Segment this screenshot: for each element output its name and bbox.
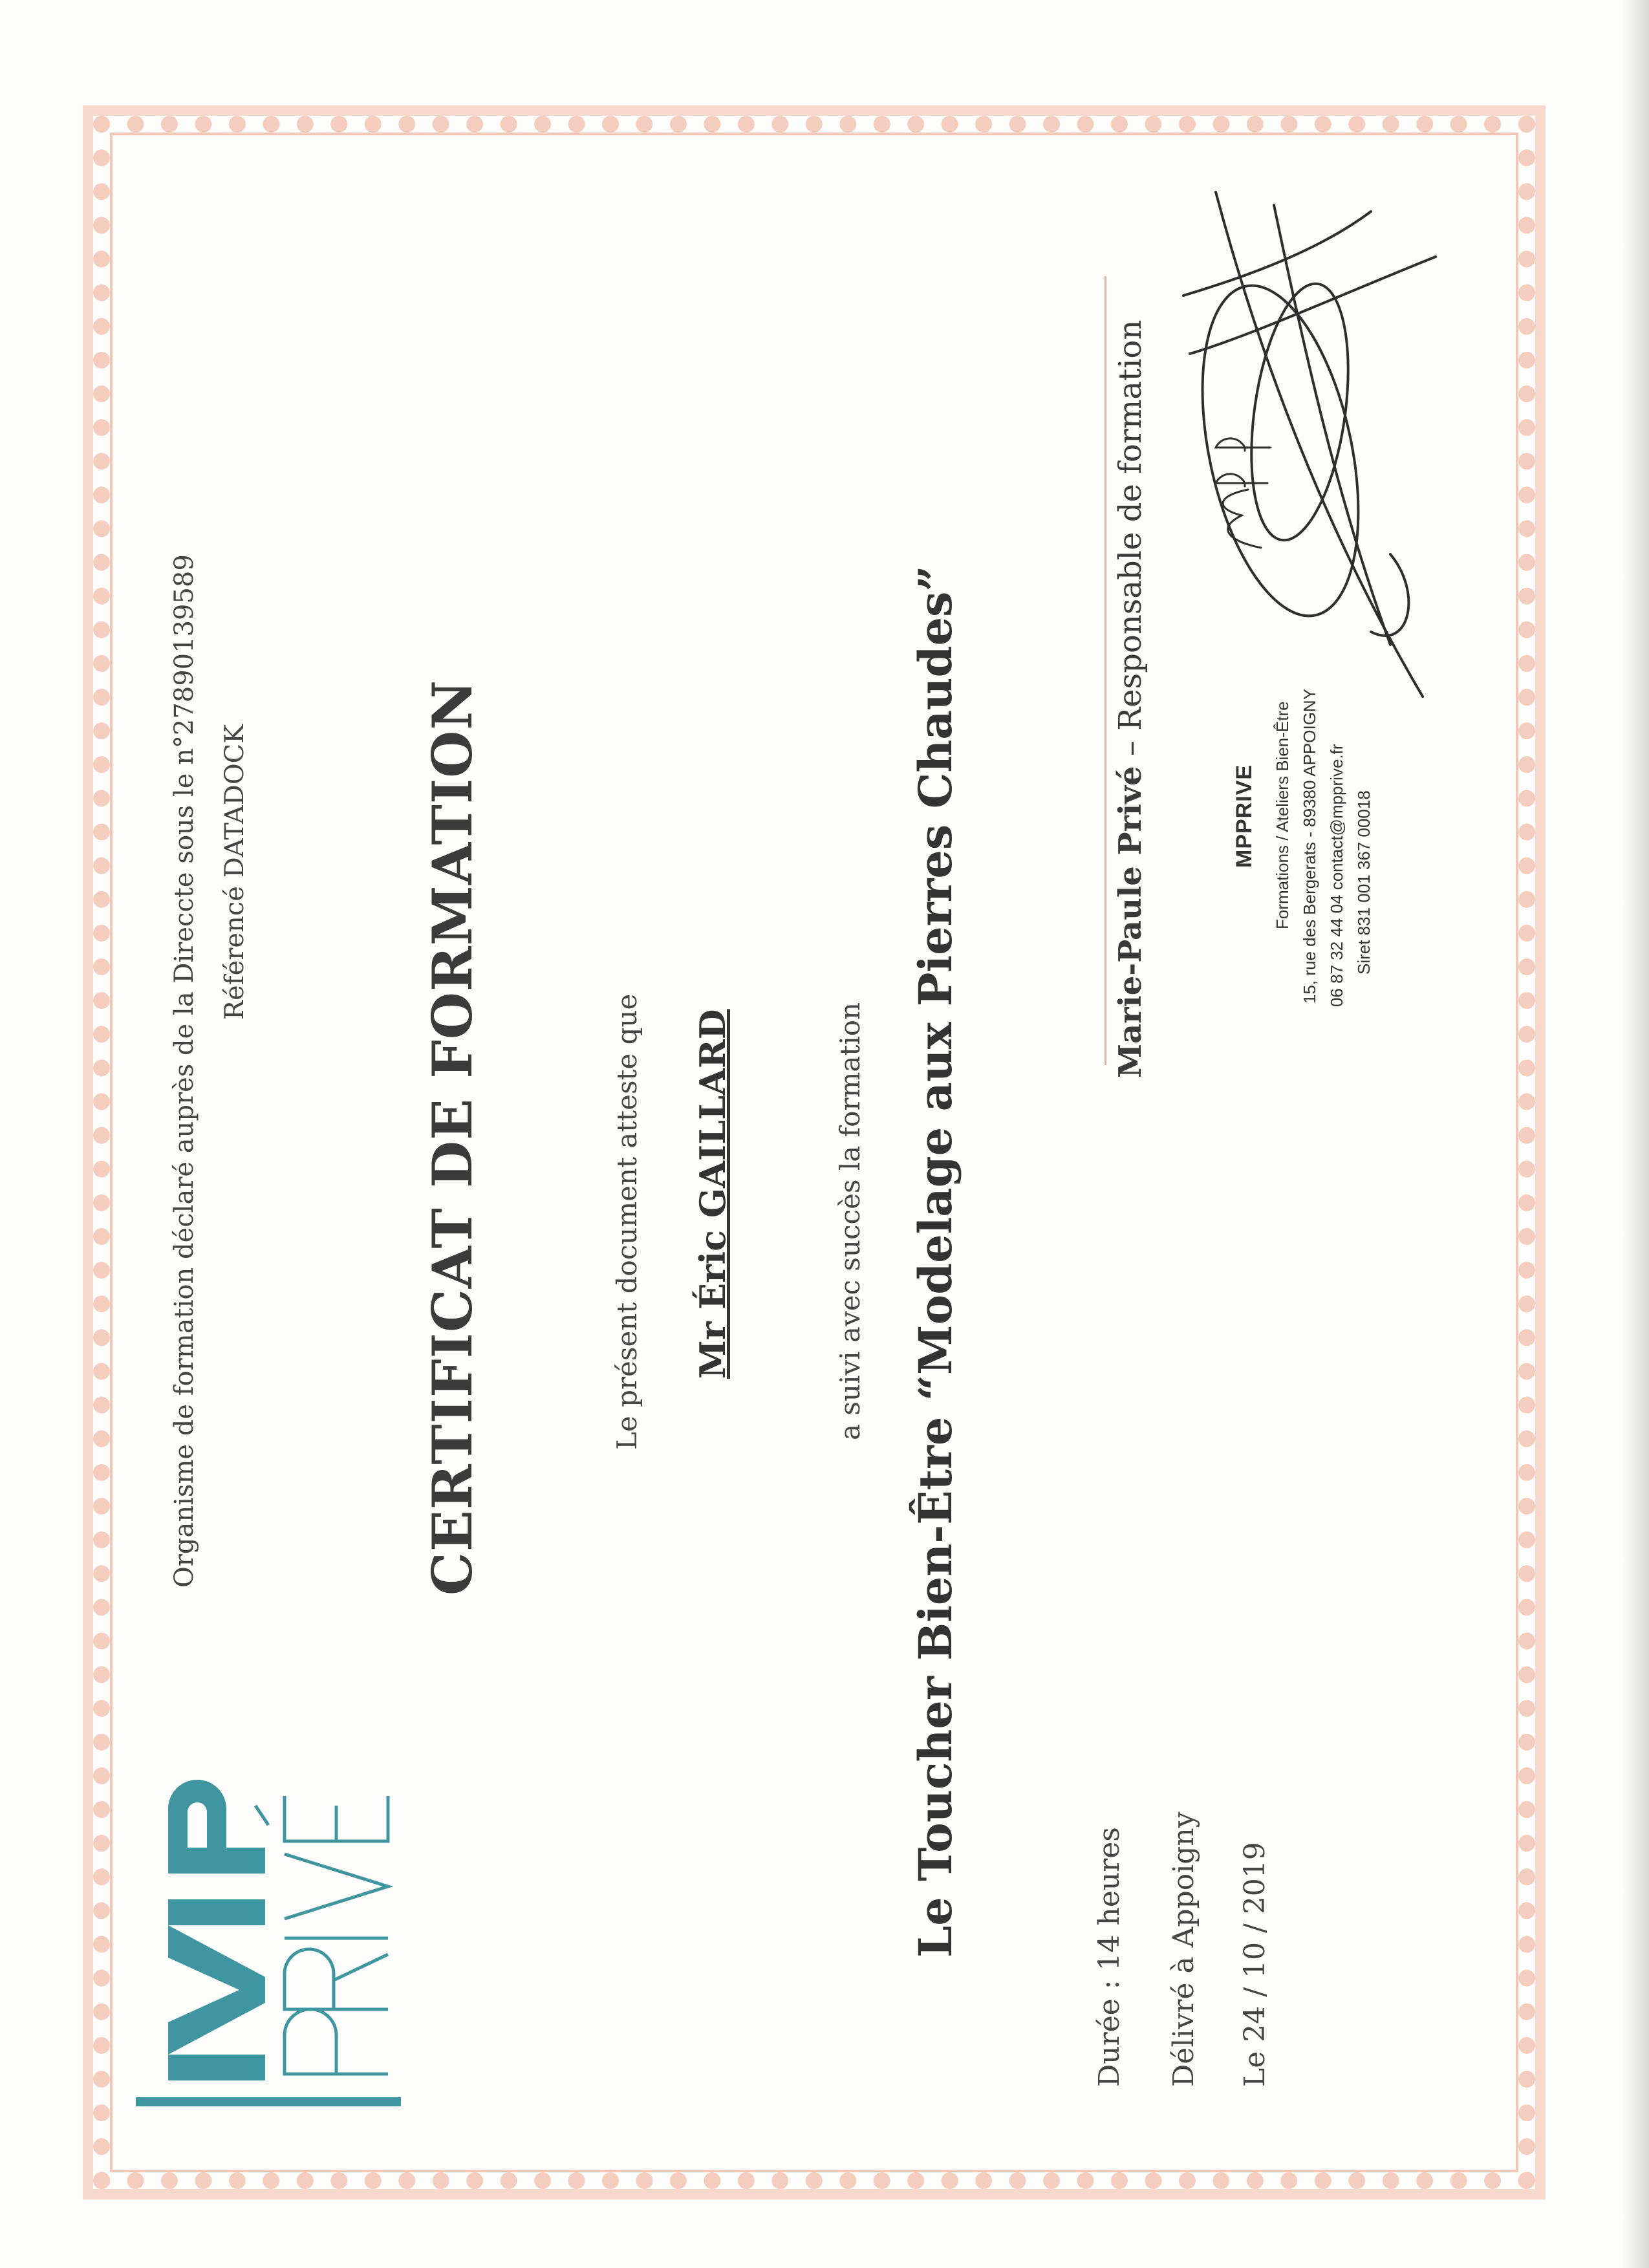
signature-rule — [1105, 276, 1106, 1065]
signer-name: Marie-Paule Privé — [1112, 766, 1148, 1078]
duration-text: Durée : 14 heures — [1093, 1827, 1126, 2087]
initials-scribble — [1203, 405, 1280, 554]
place-text: Délivré à Appoigny — [1167, 1811, 1200, 2087]
date-text: Le 24 / 10 / 2019 — [1238, 1842, 1271, 2087]
certificate-title: CERTIFICAT DE FORMATION — [420, 679, 484, 1595]
course-title: Le Toucher Bien-Être “Modelage aux Pierres Chaudes” — [909, 565, 962, 1958]
declaration-line-1: Organisme de formation déclaré auprès de la Direccte sous le n°27890139589 — [169, 554, 199, 1588]
stamp-line-4: Siret 831 001 367 00018 — [1354, 790, 1374, 975]
followed-text: a suivi avec succès la formation — [834, 1002, 866, 1440]
declaration-line-2: Référencé DATADOCK — [220, 724, 250, 1020]
stamp-line-3: 06 87 32 44 04 contact@mpprive.fr — [1327, 744, 1346, 1007]
initials-signature — [1203, 405, 1280, 554]
recipient-name: Mr Éric GAILLARD — [692, 1009, 733, 1379]
attest-text: Le présent document atteste que — [611, 993, 643, 1450]
stamp-line-1: Formations / Ateliers Bien-Être — [1273, 701, 1292, 929]
mp-prive-logo — [129, 1718, 414, 2119]
stamp-line-2: 15, rue des Bergerats - 89380 APPOIGNY — [1300, 688, 1319, 1004]
signer-line — [1112, 320, 1148, 1078]
logo-graphic — [129, 1718, 414, 2119]
stamp-brand: MPPRIVE — [1232, 764, 1256, 868]
signer-role: – Responsable de formation — [1112, 319, 1148, 766]
